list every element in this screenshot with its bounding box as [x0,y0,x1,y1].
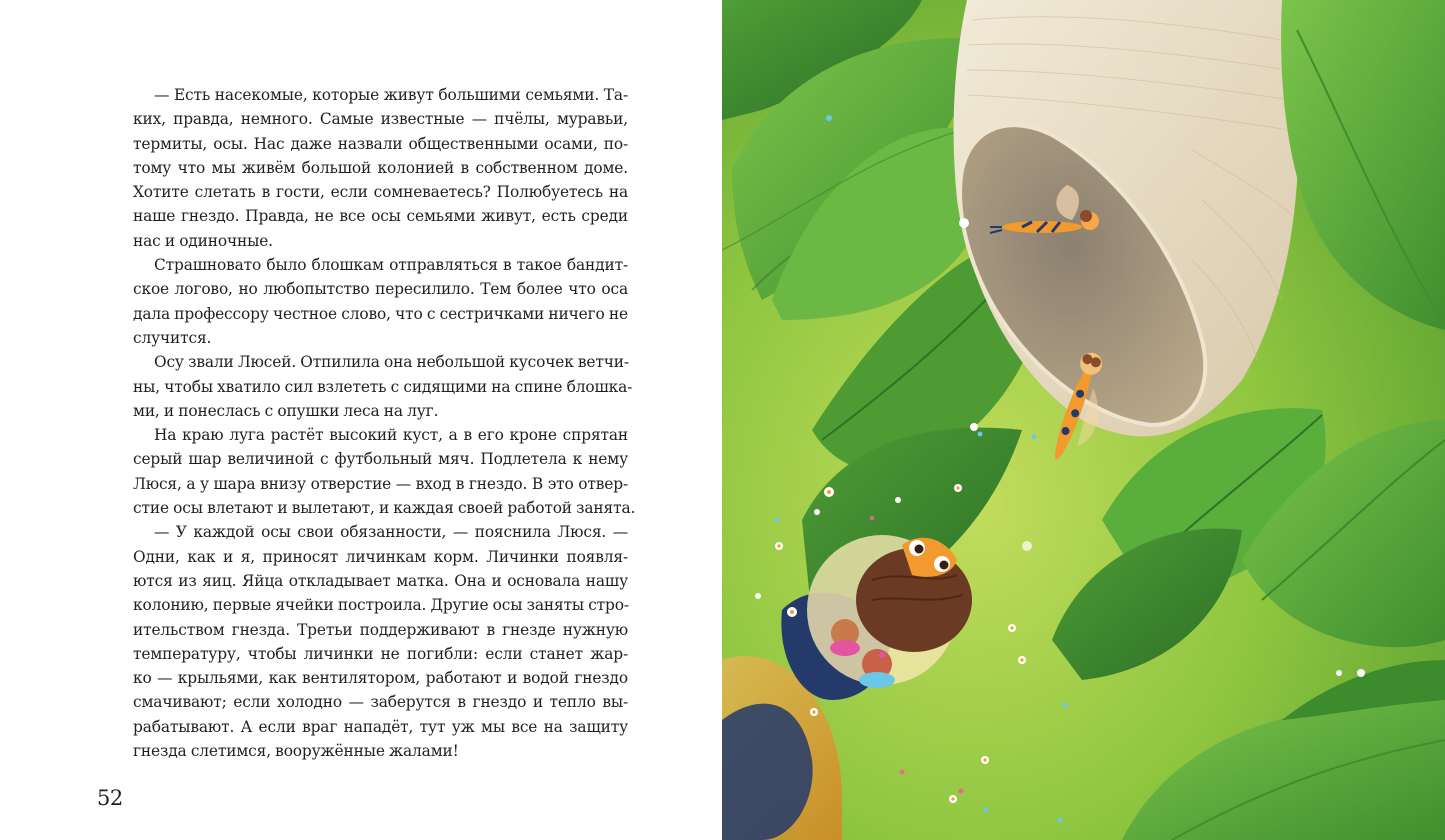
text-line: — У каждой осы свои обязанности, — пояснила Люся. — [154,523,628,542]
text-page [0,0,722,840]
text-line: температуру, чтобы личинки не погибли: если станет жар- [133,644,628,663]
illustration-page [722,0,1445,840]
text-line: ются из яиц. Яйца откладывает матка. Она и основала нашу [133,571,628,590]
text-line: смачивают; если холодно — заберутся в гнездо и тепло вы- [133,693,628,712]
text-line: Одни, как и я, приносят личинкам корм. Личинки появля- [133,547,628,566]
text-line: ское логово, но любопытство пересилило. Тем более что оса [133,280,628,299]
story-text [133,83,636,763]
page-number: 52 [97,786,123,810]
text-line: случится. [133,328,212,347]
text-line: ны, чтобы хватило сил взлететь с сидящими на спине блошка- [133,377,633,396]
text-line: нас и одиночные. [133,231,273,250]
text-line: Осу звали Люсей. Отпилила она небольшой кусочек ветчи- [154,353,629,372]
text-line: Хотите слетать в гости, если сомневаетесь? Полюбуетесь на [133,183,628,202]
text-line: колонию, первые ячейки построила. Другие осы заняты стро- [133,596,629,615]
text-line: ких, правда, немного. Самые известные — пчёлы, муравьи, [133,110,628,129]
text-line: стие осы влетают и вылетают, и каждая своей работой занята. [133,499,636,518]
text-line: тому что мы живём большой колонией в собственном доме. [133,158,628,177]
text-line: термиты, осы. Нас даже назвали общественными осами, по- [133,134,628,153]
text-line: ительством гнезда. Третьи поддерживают в гнезде нужную [133,620,628,639]
text-line: серый шар величиной с футбольный мяч. Подлетела к нему [133,450,628,469]
text-line: На краю луга растёт высокий куст, а в его кроне спрятан [154,426,628,445]
text-line: Страшновато было блошкам отправляться в такое бандит- [154,256,628,275]
text-line: Люся, а у шара внизу отверстие — вход в гнездо. В это отвер- [133,474,628,493]
text-line: ми, и понеслась с опушки леса на луг. [133,401,439,420]
text-line: наше гнездо. Правда, не все осы семьями живут, есть среди [133,207,628,226]
text-line: рабатывают. А если враг нападёт, тут уж мы все на защиту [133,717,628,736]
wasp-nest-illustration [722,0,1445,840]
text-line: ко — крыльями, как вентилятором, работают и водой гнездо [133,669,628,688]
text-line: — Есть насекомые, которые живут большими семьями. Та- [154,86,628,104]
text-line: дала профессору честное слово, что с сестричками ничего не [133,304,628,323]
text-line: гнезда слетимся, вооружённые жалами! [133,742,459,761]
